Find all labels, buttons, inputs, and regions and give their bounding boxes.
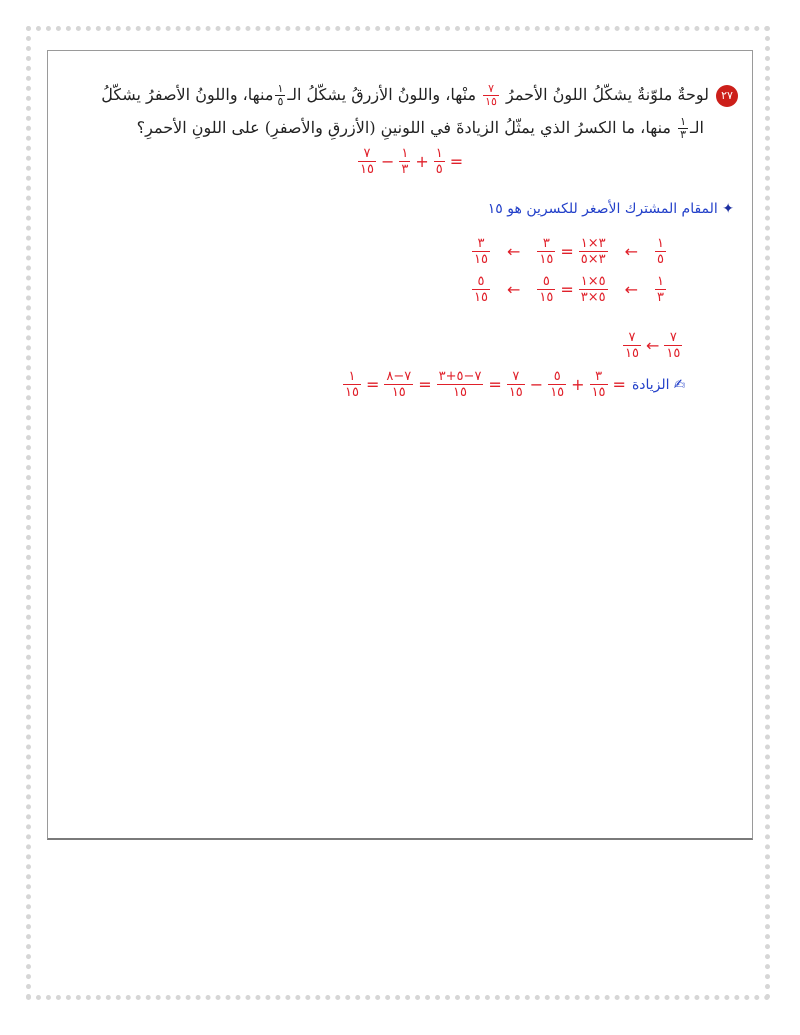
answer-label: الزيادة xyxy=(631,376,670,393)
conv2-arrow-right-icon: ← xyxy=(624,280,639,299)
answer-final: ١ ١٥ xyxy=(345,369,359,400)
conversion-row-2 xyxy=(469,274,669,305)
unchanged-to: ٧ ١٥ xyxy=(625,330,639,361)
answer-eq-1: = xyxy=(365,375,380,394)
conv2-from: ١ ٣ xyxy=(657,274,665,305)
red-fraction: ٧ ١٥ xyxy=(485,82,497,108)
pen-icon: ✍ xyxy=(673,376,686,393)
conv1-arrow-right-icon: ← xyxy=(624,242,639,261)
question-text-5: منها، ما الكسرُ الذي يمثّلُ الزيادةَ في اللونينِ (الأزرقِ والأصفرِ) على اللونِ الأحمرِ؟ xyxy=(136,118,671,137)
answer-plus: + xyxy=(571,375,585,394)
expr-frac-c: ١ ٥ xyxy=(435,146,443,177)
question-line-2 xyxy=(137,116,704,141)
expr-frac-b: ١ ٣ xyxy=(401,146,409,177)
unchanged-row xyxy=(620,330,685,361)
blue-fraction: ١ ٥ xyxy=(277,82,284,108)
answer-term-2: ٥ ١٥ xyxy=(550,369,565,400)
question-line-1 xyxy=(101,83,738,108)
expr-plus: + xyxy=(415,152,429,171)
expr-frac-a: ٧ ١٥ xyxy=(360,146,374,177)
conv1-step: ٣×١ ٣×٥ xyxy=(580,236,606,267)
conv1-result: ٣ ١٥ xyxy=(539,236,554,267)
yellow-fraction: ١ ٣ xyxy=(680,115,686,141)
answer-eq-3: = xyxy=(488,375,502,394)
lcd-note-text: المقام المشترك الأصغر للكسرين هو ١٥ xyxy=(487,201,718,217)
answer-step-2: ٧−٨ ١٥ xyxy=(386,369,412,400)
question-text-4: الـ xyxy=(689,118,704,137)
expr-minus: − xyxy=(380,152,395,171)
answer-eq-2: = xyxy=(418,375,432,394)
answer-term-1: ٣ ١٥ xyxy=(591,369,606,400)
question-number-badge: ٢٧ xyxy=(716,85,738,107)
conv2-arrow-left-icon: ← xyxy=(506,280,521,299)
unchanged-from: ٧ ١٥ xyxy=(666,330,681,361)
unchanged-arrow-icon: ← xyxy=(645,336,660,355)
expr-equals: = xyxy=(449,152,464,171)
lcd-note xyxy=(488,201,734,217)
conv2-step: ٥×١ ٥×٣ xyxy=(580,274,606,305)
conv1-equals: = xyxy=(560,242,574,261)
answer-term-3: ٧ ١٥ xyxy=(508,369,523,400)
expression xyxy=(355,146,465,177)
question-text-3: منها، واللونُ الأصفرُ يشكّلُ xyxy=(101,85,274,104)
question-text-2: منْها، واللونُ الأزرقُ يشكّلُ الـ xyxy=(287,85,477,104)
conversion-row-1 xyxy=(469,236,669,267)
conv1-from: ١ ٥ xyxy=(657,236,665,267)
answer-eq-4: = xyxy=(612,375,626,394)
question-text-1: لوحةٌ ملوّنةٌ يشكّلُ اللونُ الأحمرُ xyxy=(506,85,709,104)
star-bullet-icon: ✦ xyxy=(722,201,734,217)
answer-step-1: ٧−٥+٣ ١٥ xyxy=(438,369,482,400)
conv2-final: ٥ ١٥ xyxy=(474,274,488,305)
conv2-equals: = xyxy=(560,280,574,299)
conv1-final: ٣ ١٥ xyxy=(474,236,488,267)
answer-row xyxy=(340,369,685,400)
answer-minus: − xyxy=(529,375,544,394)
conv1-arrow-left-icon: ← xyxy=(506,242,521,261)
conv2-result: ٥ ١٥ xyxy=(539,274,554,305)
